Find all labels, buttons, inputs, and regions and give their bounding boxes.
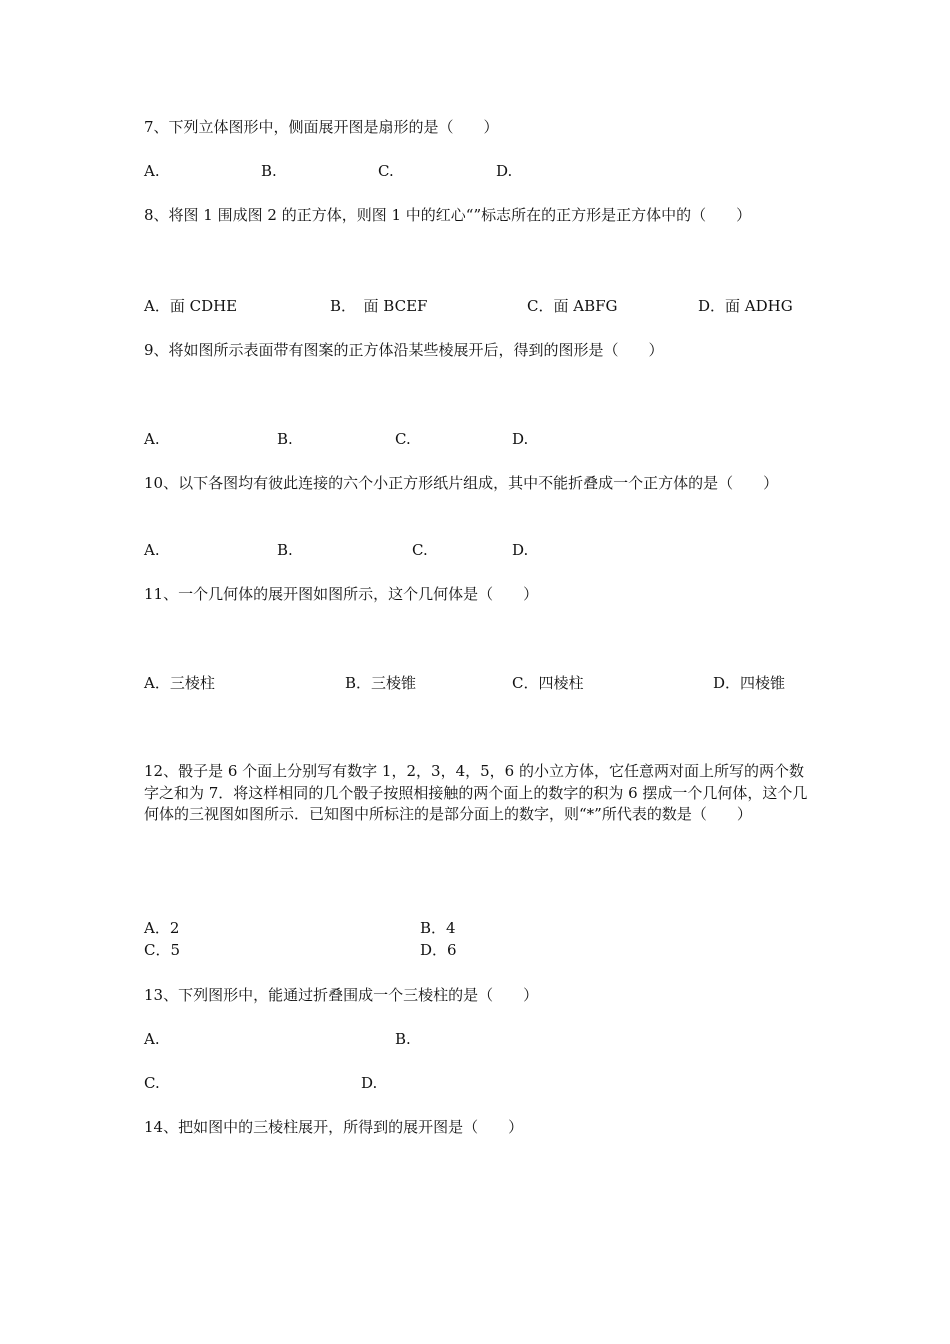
question-13-option-b: B. — [395, 1030, 411, 1048]
question-8-option-c: C．面 ABFG — [527, 297, 618, 315]
question-7-option-a: A. — [144, 162, 160, 180]
question-11-option-a: A．三棱柱 — [144, 674, 215, 692]
question-13-stem: 13、下列图形中，能通过折叠围成一个三棱柱的是（ ） — [144, 986, 539, 1004]
question-14-stem: 14、把如图中的三棱柱展开，所得到的展开图是（ ） — [144, 1118, 524, 1136]
question-10-option-a: A. — [144, 541, 160, 559]
question-12-option-a: A．2 — [144, 919, 180, 937]
question-13-option-c: C. — [144, 1074, 160, 1092]
question-12-option-c: C．5 — [144, 941, 181, 959]
question-13-option-a: A. — [144, 1030, 160, 1048]
question-11-option-c: C．四棱柱 — [512, 674, 584, 692]
question-8-stem: 8、将图 1 围成图 2 的正方体，则图 1 中的红心“”标志所在的正方形是正方体中的（ ） — [144, 206, 752, 224]
question-10-option-d: D. — [512, 541, 529, 559]
question-10-stem: 10、以下各图均有彼此连接的六个小正方形纸片组成，其中不能折叠成一个正方体的是（ ） — [144, 474, 779, 492]
question-9-option-a: A. — [144, 430, 160, 448]
question-9-stem: 9、将如图所示表面带有图案的正方体沿某些棱展开后，得到的图形是（ ） — [144, 341, 664, 359]
question-12-option-b: B．4 — [420, 919, 456, 937]
question-7-option-d: D. — [496, 162, 513, 180]
question-10-option-b: B. — [277, 541, 293, 559]
question-13-option-d: D. — [361, 1074, 378, 1092]
question-8-option-b: B． 面 BCEF — [330, 297, 428, 315]
question-10-option-c: C. — [412, 541, 428, 559]
question-11-option-d: D．四棱锥 — [713, 674, 786, 692]
question-9-option-d: D. — [512, 430, 529, 448]
question-7-option-c: C. — [378, 162, 394, 180]
question-7-option-b: B. — [261, 162, 277, 180]
question-9-option-c: C. — [395, 430, 411, 448]
question-11-stem: 11、一个几何体的展开图如图所示，这个几何体是（ ） — [144, 585, 539, 603]
question-11-option-b: B．三棱锥 — [345, 674, 417, 692]
question-8-option-d: D．面 ADHG — [698, 297, 793, 315]
question-12-stem: 12、骰子是 6 个面上分别写有数字 1，2，3，4，5，6 的小立方体，它任意两对面上所写的两个数字之和为 7．将这样相同的几个骰子按照相接触的两个面上的数字的积为 6 摆成一个几何体，这个几何体的三视图如图所示．已知图中所标注的是部分面上的数字，则“*”所代表的数是（ ） — [144, 762, 808, 823]
question-8-option-a: A．面 CDHE — [144, 297, 238, 315]
question-7-stem: 7、下列立体图形中，侧面展开图是扇形的是（ ） — [144, 118, 499, 136]
question-12-option-d: D．6 — [420, 941, 457, 959]
question-9-option-b: B. — [277, 430, 293, 448]
